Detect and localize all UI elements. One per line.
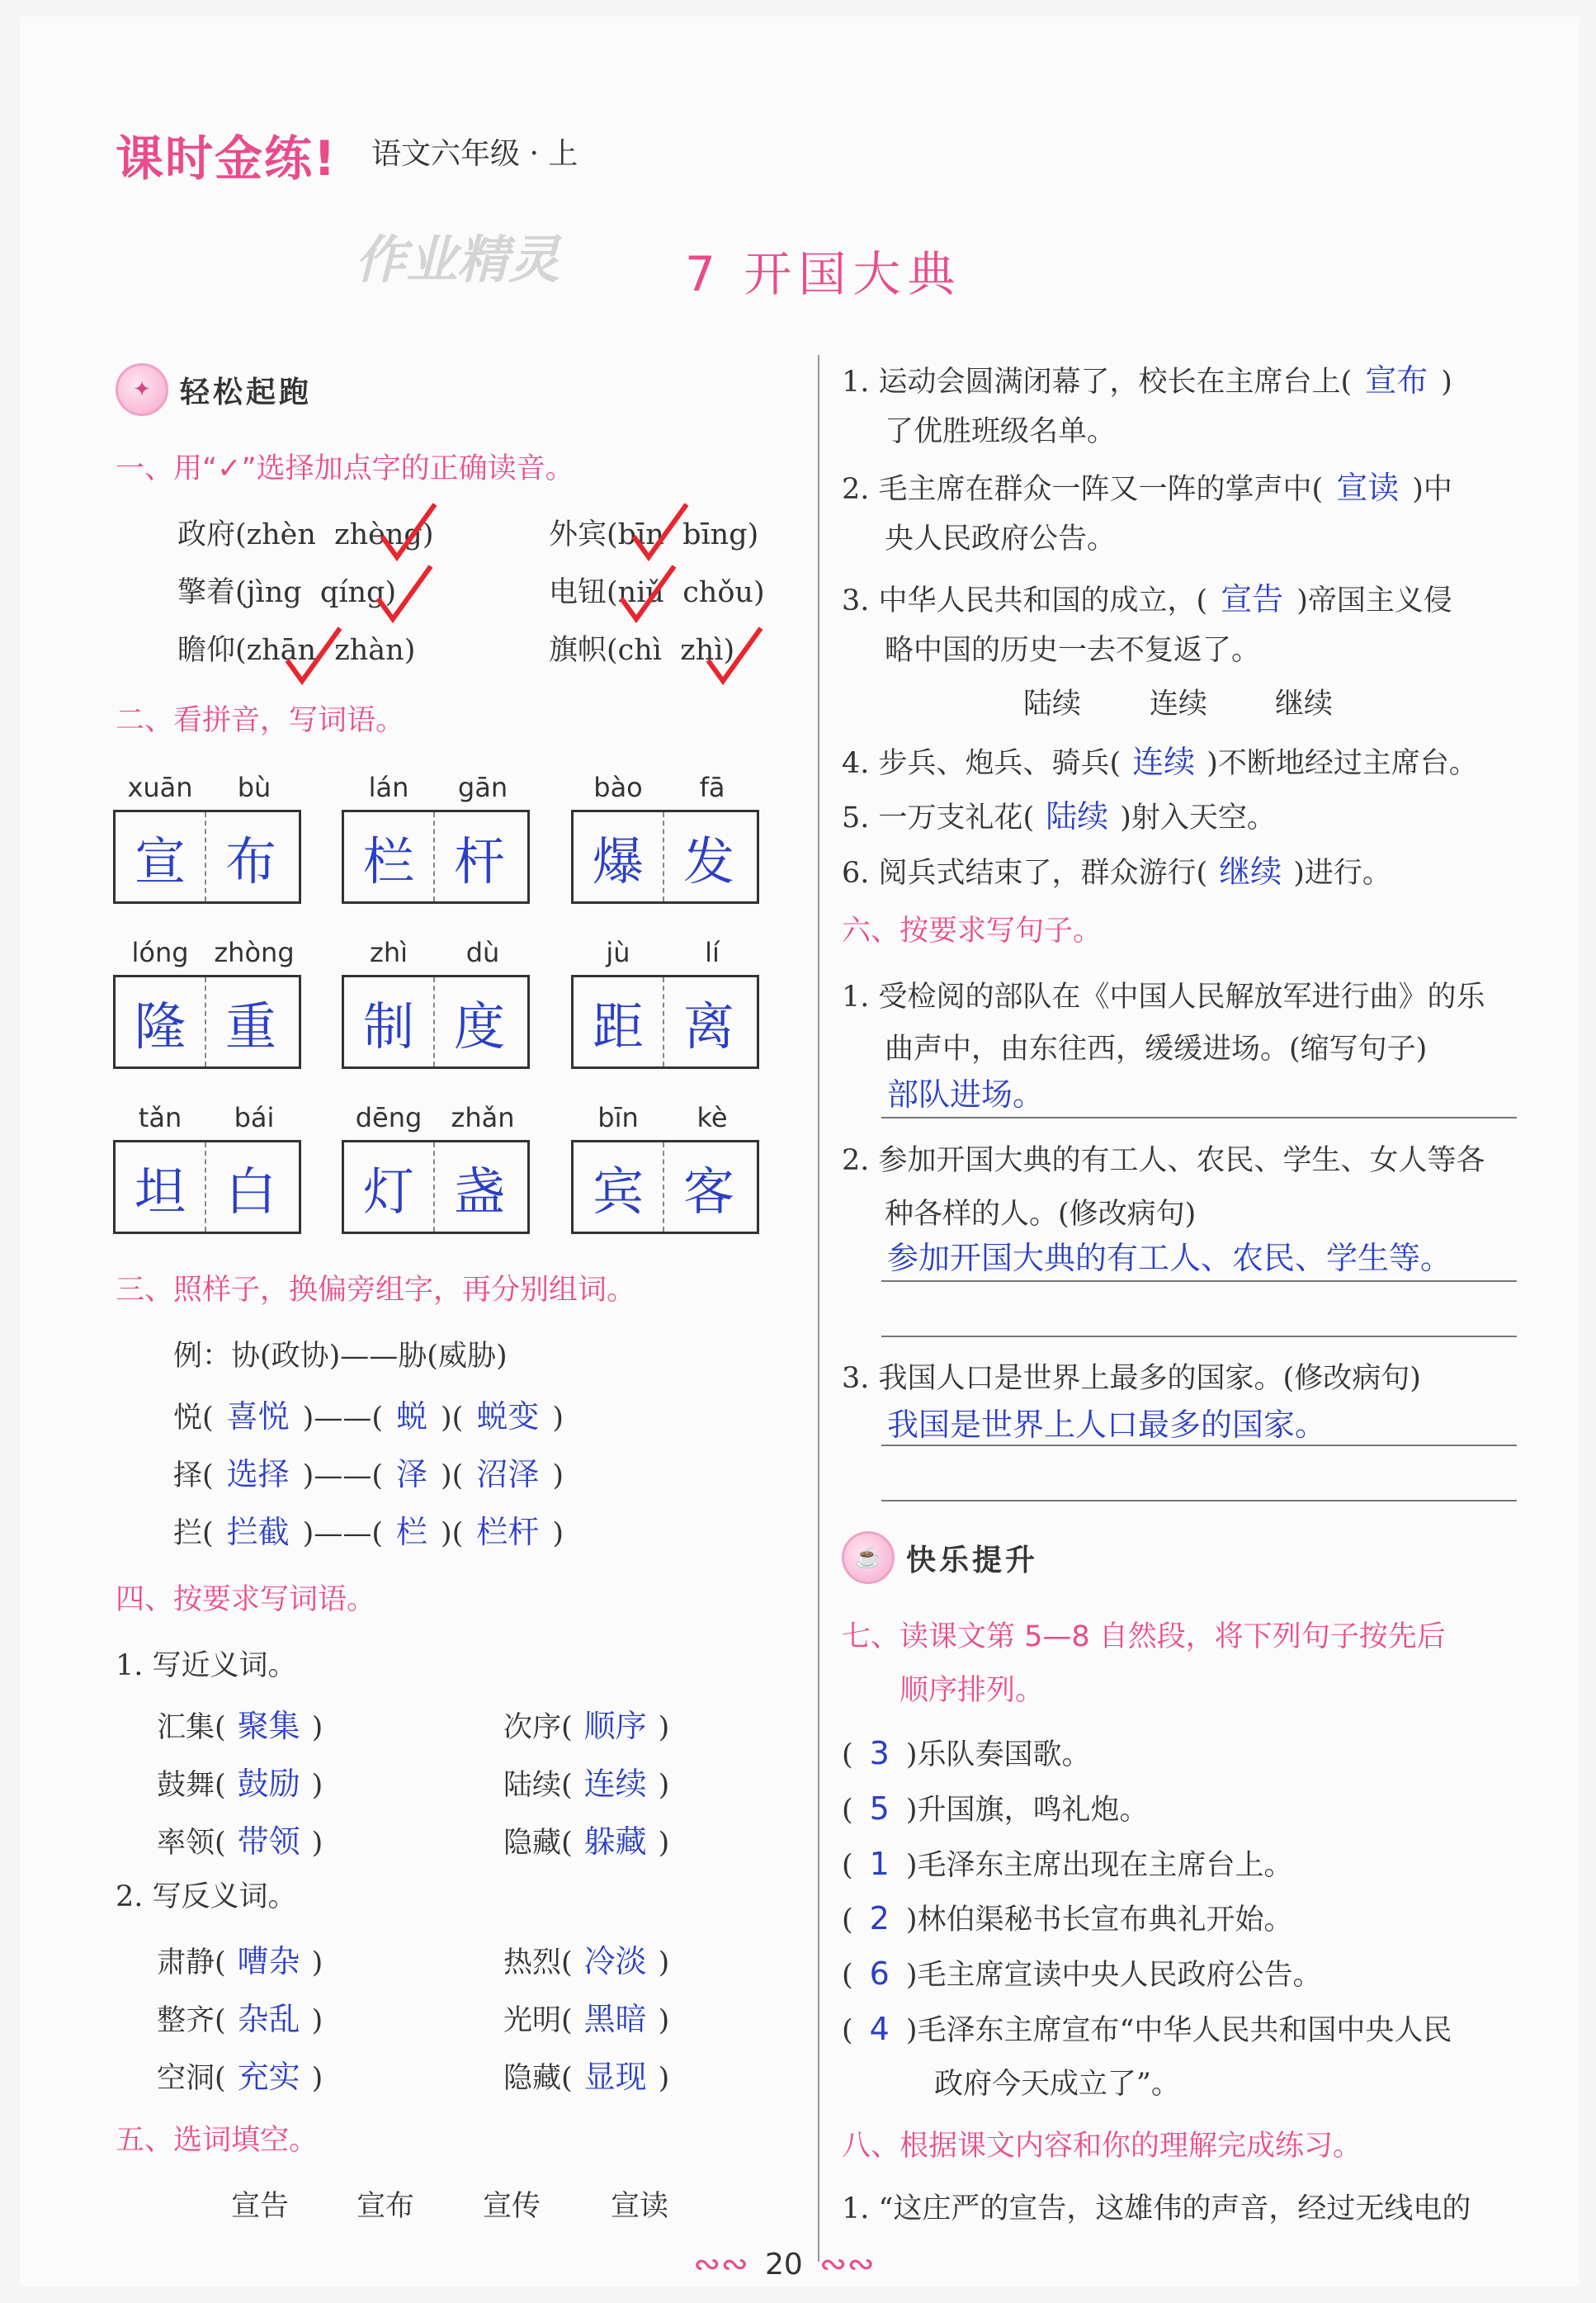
checkmark-icon bbox=[281, 623, 347, 689]
q5-item: 5. 一万支礼花( 陆续 )射入天空。 bbox=[842, 798, 1276, 835]
lesson-title: 7 开国大典 bbox=[685, 246, 962, 302]
q5-word: 宣告 bbox=[231, 2190, 290, 2223]
q3-title: 三、照样子，换偏旁组字，再分别组词。 bbox=[116, 1274, 636, 1307]
pinyin-word-group: lóng zhòng 隆 重 bbox=[113, 937, 301, 1069]
q7-item: ( 2 )林伯渠秘书长宣布典礼开始。 bbox=[842, 1900, 1293, 1937]
q3-example: 例：协(政协)——胁(威胁) bbox=[173, 1340, 508, 1373]
ant-item: 空洞( 充实 ) bbox=[157, 2059, 323, 2095]
answer-line bbox=[881, 1500, 1517, 1501]
pinyin-word-group: lán gān 栏 杆 bbox=[342, 772, 530, 904]
checkmark-icon bbox=[701, 623, 767, 689]
answer-line bbox=[881, 1336, 1517, 1337]
q2-title: 二、看拼音，写词语。 bbox=[116, 704, 405, 737]
q7-item-cont: 政府今天成立了”。 bbox=[934, 2068, 1180, 2101]
syn-item: 率领( 带领 ) bbox=[157, 1823, 323, 1860]
syn-item: 次序( 顺序 ) bbox=[503, 1708, 670, 1744]
q1-title: 一、用“✓”选择加点字的正确读音。 bbox=[116, 452, 574, 485]
q5-item-cont: 央人民政府公告。 bbox=[885, 523, 1117, 556]
pinyin-word-group: bīn kè 宾 客 bbox=[571, 1102, 759, 1234]
q5-word: 宣读 bbox=[611, 2190, 669, 2223]
q5-word: 连续 bbox=[1150, 688, 1208, 721]
ant-item: 热烈( 冷淡 ) bbox=[503, 1943, 670, 1979]
pinyin-word-group: bào fā 爆 发 bbox=[571, 772, 759, 904]
q3-row: 拦( 拦截 )——( 栏 )( 栏杆 ) bbox=[173, 1514, 564, 1550]
cup-icon: ☕ bbox=[842, 1531, 895, 1584]
q6-item-cont: 曲声中，由东往西，缓缓进场。(缩写句子) bbox=[885, 1033, 1428, 1066]
answer-line bbox=[881, 1445, 1517, 1446]
pinyin-word-group: xuān bù 宣 布 bbox=[113, 772, 301, 904]
q4-sub1: 1. 写近义词。 bbox=[116, 1649, 297, 1682]
q7-item: ( 1 )毛泽东主席出现在主席台上。 bbox=[842, 1846, 1293, 1882]
q7-item: ( 3 )乐队奏国歌。 bbox=[842, 1735, 1091, 1771]
pinyin-word-group: tǎn bái 坦 白 bbox=[113, 1102, 301, 1234]
column-divider bbox=[818, 355, 819, 2262]
q7-item: ( 6 )毛主席宣读中央人民政府公告。 bbox=[842, 1955, 1322, 1992]
page-footer bbox=[693, 2245, 875, 2283]
q5-item-cont: 了优胜班级名单。 bbox=[885, 415, 1117, 448]
pinyin-word-group: zhì dù 制 度 bbox=[342, 937, 530, 1069]
q6-title: 六、按要求写句子。 bbox=[842, 915, 1103, 948]
wave-ornament-icon: ∾∾ bbox=[819, 2245, 875, 2283]
q7-title-cont: 顺序排列。 bbox=[900, 1674, 1045, 1707]
checkmark-icon bbox=[627, 499, 693, 565]
q6-answer: 部队进场。 bbox=[887, 1076, 1045, 1113]
q5-item: 4. 步兵、炮兵、骑兵( 连续 )不断地经过主席台。 bbox=[842, 744, 1478, 780]
q1-item: 擎着(jìng qíng) bbox=[177, 576, 397, 609]
checkmark-icon bbox=[615, 561, 681, 627]
answer-line bbox=[881, 1280, 1517, 1282]
wave-ornament-icon: ∾∾ bbox=[693, 2245, 749, 2283]
q5-item: 2. 毛主席在群众一阵又一阵的掌声中( 宣读 )中 bbox=[842, 470, 1452, 506]
q3-row: 悦( 喜悦 )——( 蜕 )( 蜕变 ) bbox=[173, 1398, 564, 1435]
ant-item: 整齐( 杂乱 ) bbox=[157, 2001, 323, 2037]
q6-item: 1. 受检阅的部队在《中国人民解放军进行曲》的乐 bbox=[842, 981, 1485, 1014]
syn-item: 陆续( 连续 ) bbox=[503, 1766, 670, 1802]
ant-item: 肃静( 嘈杂 ) bbox=[157, 1943, 323, 1979]
watermark: 作业精灵 bbox=[355, 229, 560, 290]
q5-word: 继续 bbox=[1275, 688, 1334, 721]
q5-item: 3. 中华人民共和国的成立，( 宣告 )帝国主义侵 bbox=[842, 581, 1452, 617]
section-badge-advance: ☕ 快乐提升 bbox=[842, 1531, 1038, 1584]
q5-item: 1. 运动会圆满闭幕了，校长在主席台上( 宣布 ) bbox=[842, 362, 1452, 399]
runner-icon: ✦ bbox=[116, 363, 168, 416]
q5-word: 宣布 bbox=[357, 2190, 415, 2223]
q5-word: 宣传 bbox=[483, 2190, 541, 2223]
syn-item: 汇集( 聚集 ) bbox=[157, 1708, 323, 1744]
answer-line bbox=[881, 1117, 1517, 1118]
q5-item-cont: 略中国的历史一去不复返了。 bbox=[885, 634, 1261, 667]
q7-item: ( 5 )升国旗，鸣礼炮。 bbox=[842, 1790, 1149, 1827]
q1-item: 外宾(bīn bīng) bbox=[549, 518, 759, 551]
q5-item: 6. 阅兵式结束了，群众游行( 继续 )进行。 bbox=[842, 854, 1391, 890]
q6-item-cont: 种各样的人。(修改病句) bbox=[885, 1198, 1197, 1231]
section-badge-warmup: ✦ 轻松起跑 bbox=[116, 363, 312, 416]
checkmark-icon bbox=[375, 499, 441, 565]
q5-title: 五、选词填空。 bbox=[116, 2124, 319, 2157]
q1-item: 瞻仰(zhān zhàn) bbox=[177, 634, 416, 667]
q6-answer: 我国是世界上人口最多的国家。 bbox=[887, 1407, 1327, 1443]
pinyin-word-group: jù lí 距 离 bbox=[571, 937, 759, 1069]
q6-item: 3. 我国人口是世界上最多的国家。(修改病句) bbox=[842, 1362, 1421, 1395]
q6-answer: 参加开国大典的有工人、农民、学生等。 bbox=[887, 1240, 1452, 1276]
page-number: 20 bbox=[765, 2247, 803, 2282]
q5-word: 陆续 bbox=[1023, 688, 1082, 721]
syn-item: 鼓舞( 鼓励 ) bbox=[157, 1766, 323, 1802]
ant-item: 隐藏( 显现 ) bbox=[503, 2059, 670, 2095]
subject-label: 语文六年级 · 上 bbox=[371, 137, 578, 171]
q7-item: ( 4 )毛泽东主席宣布“中华人民共和国中央人民 bbox=[842, 2011, 1452, 2047]
q8-item: 1. “这庄严的宣告，这雄伟的声音，经过无线电的 bbox=[842, 2192, 1471, 2225]
q4-sub2: 2. 写反义词。 bbox=[116, 1880, 297, 1913]
syn-item: 隐藏( 躲藏 ) bbox=[503, 1823, 670, 1860]
q1-item: 政府(zhèn zhèng) bbox=[177, 518, 434, 551]
checkmark-icon bbox=[371, 561, 437, 627]
q6-item: 2. 参加开国大典的有工人、农民、学生、女人等各 bbox=[842, 1144, 1485, 1177]
q4-title: 四、按要求写词语。 bbox=[116, 1583, 376, 1616]
q1-item: 旗帜(chì zhì) bbox=[549, 634, 735, 667]
q1-item: 电钮(niǔ chǒu) bbox=[549, 576, 765, 609]
q3-row: 择( 选择 )——( 泽 )( 沼泽 ) bbox=[173, 1456, 564, 1492]
brand-logo: 课时金练! bbox=[116, 130, 338, 187]
q8-title: 八、根据课文内容和你的理解完成练习。 bbox=[842, 2130, 1362, 2163]
pinyin-word-group: dēng zhǎn 灯 盏 bbox=[342, 1102, 530, 1234]
q7-title: 七、读课文第 5—8 自然段，将下列句子按先后 bbox=[842, 1620, 1446, 1653]
ant-item: 光明( 黑暗 ) bbox=[503, 2001, 670, 2037]
